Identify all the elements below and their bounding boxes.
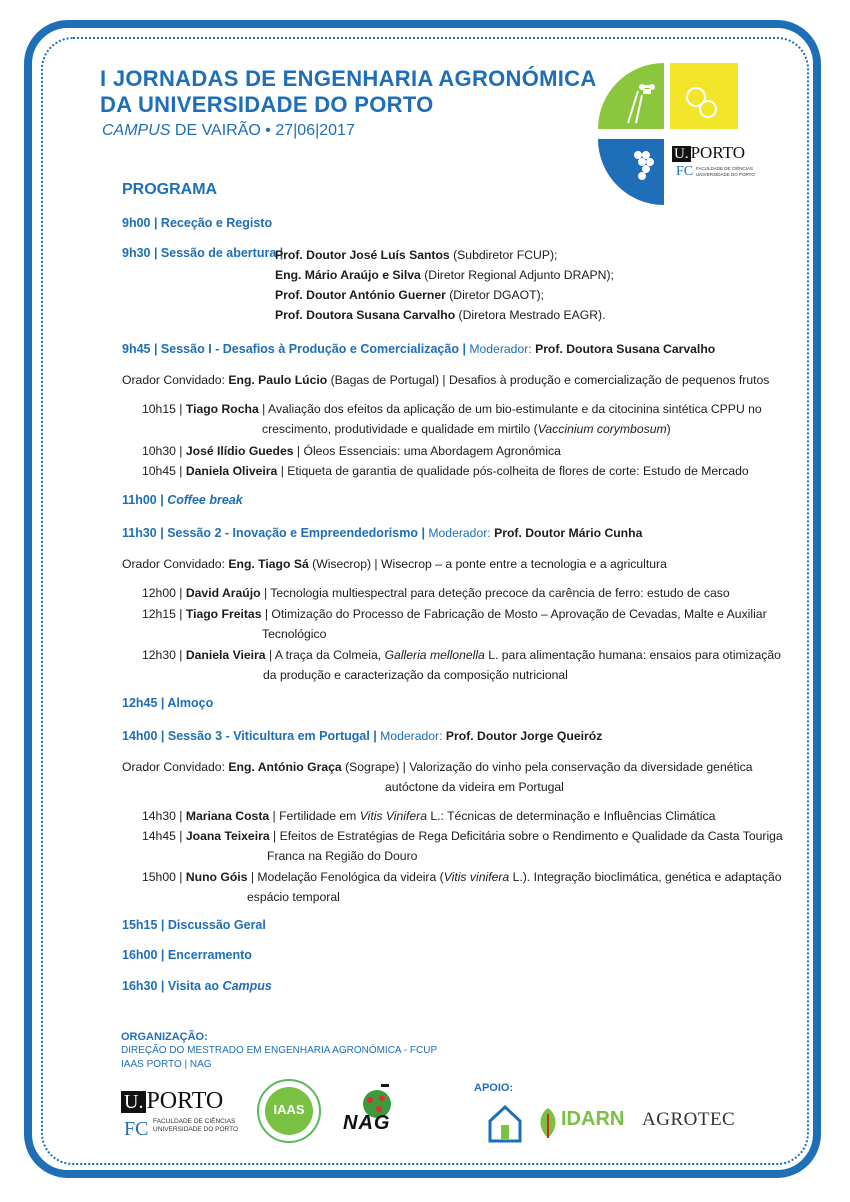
up-logo-header: U. PORTO xyxy=(674,143,745,162)
organizacao-line-2: IAAS PORTO | NAG xyxy=(121,1059,212,1070)
s2-talk-1: 12h00 | David Araújo | Tecnologia multiespectral para deteção precoce da carência de ferro: estudo de caso xyxy=(142,586,730,600)
idarn-logo-text: IDARN xyxy=(561,1108,625,1130)
slot-discussao: 15h15 | Discussão Geral xyxy=(122,918,266,932)
abertura-speaker: Prof. Doutor António Guerner (Diretor DGAOT); xyxy=(275,288,545,302)
programa-heading: PROGRAMA xyxy=(122,181,218,198)
iaas-logo-text: IAAS xyxy=(273,1102,305,1117)
up-logo-footer: U. PORTO xyxy=(121,1088,223,1115)
agrotec-logo: AGROTEC xyxy=(642,1109,736,1130)
s3-talk-3: 15h00 | Nuno Góis | Modelação Fenológica da videira (Vitis vinifera L.). Integração bioclimática, genética e adaptação xyxy=(142,870,782,884)
abertura-speakers xyxy=(275,245,614,325)
organizacao-line-1: DIREÇÃO DO MESTRADO EM ENGENHARIA AGRONÓMICA - FCUP xyxy=(121,1045,438,1056)
nag-logo xyxy=(337,1082,417,1138)
organizacao-heading: ORGANIZAÇÃO: xyxy=(121,1031,208,1043)
faculty-label-header: FACULDADE DE CIÊNCIAS UNIVERSIDADE DO PORTO xyxy=(696,166,755,177)
slot-coffee: 11h00 | Coffee break xyxy=(122,493,243,507)
iaas-logo xyxy=(256,1078,322,1144)
s3-talk-3-cont: espácio temporal xyxy=(247,890,340,904)
event-subtitle: CAMPUS DE VAIRÃO • 27|06|2017 xyxy=(102,122,355,139)
apoio-house-logo xyxy=(487,1103,523,1143)
s2-orador: Orador Convidado: Eng. Tiago Sá (Wisecrop) | Wisecrop – a ponte entre a tecnologia e a agricultura xyxy=(122,557,667,571)
slot-sessao-3: 14h00 | Sessão 3 - Viticultura em Portugal | Moderador: Prof. Doutor Jorge Queiróz xyxy=(122,729,603,743)
idarn-leaf-icon xyxy=(535,1106,561,1140)
idarn-logo xyxy=(535,1106,633,1142)
s2-talk-2: 12h15 | Tiago Freitas | Otimização do Processo de Fabricação de Mosto – Aprovação de Cevadas, Malte e Auxiliar xyxy=(142,607,767,621)
s2-talk-2-cont: Tecnológico xyxy=(262,627,327,641)
s3-orador: Orador Convidado: Eng. António Graça (Sogrape) | Valorização do vinho pela conservação da diversidade genética xyxy=(122,760,753,774)
slot-rececao: 9h00 | Receção e Registo xyxy=(122,216,273,230)
s1-orador: Orador Convidado: Eng. Paulo Lúcio (Bagas de Portugal) | Desafios à produção e comercialização de pequenos frutos xyxy=(122,373,770,387)
abertura-speaker: Prof. Doutora Susana Carvalho (Diretora Mestrado EAGR). xyxy=(275,308,606,322)
house-icon xyxy=(487,1103,523,1143)
s1-talk-3: 10h45 | Daniela Oliveira | Etiqueta de garantia de qualidade pós-colheita de flores de corte: Estudo de Mercado xyxy=(142,464,749,478)
s3-talk-2-cont: Franca na Região do Douro xyxy=(267,849,418,863)
slot-abertura: 9h30 | Sessão de abertura | xyxy=(122,246,284,260)
slot-sessao-2: 11h30 | Sessão 2 - Inovação e Empreendedorismo | Moderador: Prof. Doutor Mário Cunha xyxy=(122,526,643,540)
s1-talk-2: 10h30 | José Ilídio Guedes | Óleos Essenciais: uma Abordagem Agronómica xyxy=(142,444,561,458)
slot-sessao-1: 9h45 | Sessão I - Desafios à Produção e Comercialização | Moderador: Prof. Doutora Susana Carvalho xyxy=(122,342,716,356)
abertura-speaker: Prof. Doutor José Luís Santos (Subdiretor FCUP); xyxy=(275,248,558,262)
faculty-label-footer: FACULDADE DE CIÊNCIAS UNIVERSIDADE DO PORTO xyxy=(153,1118,238,1133)
fc-logo-header: FC xyxy=(676,164,694,179)
jornadas-logo-graphic xyxy=(598,63,748,213)
s1-talk-1-cont: crescimento, produtividade e qualidade em mirtilo (Vaccinium corymbosum) xyxy=(262,422,671,436)
s3-talk-1: 14h30 | Mariana Costa | Fertilidade em Vitis Vinifera L.: Técnicas de determinação e Influências Climática xyxy=(142,809,716,823)
slot-visita: 16h30 | Visita ao Campus xyxy=(122,979,272,993)
s3-talk-2: 14h45 | Joana Teixeira | Efeitos de Estratégias de Rega Deficitária sobre o Rendimento e Qualidade da Casta Touriga xyxy=(142,829,783,843)
abertura-speaker: Eng. Mário Araújo e Silva (Diretor Regional Adjunto DRAPN); xyxy=(275,268,614,282)
s2-talk-3: 12h30 | Daniela Vieira | A traça da Colmeia, Galleria mellonella L. para alimentação humana: ensaios para otimização xyxy=(142,648,781,662)
fc-logo-footer: FC xyxy=(124,1118,149,1140)
jornadas-logo xyxy=(598,63,755,213)
slot-almoco: 12h45 | Almoço xyxy=(122,696,214,710)
s3-orador-cont: autóctone da videira em Portugal xyxy=(385,780,564,794)
event-title: I JORNADAS DE ENGENHARIA AGRONÓMICA DA UNIVERSIDADE DO PORTO xyxy=(100,66,597,117)
nag-logo-text: NAG xyxy=(343,1112,391,1134)
slot-encerramento: 16h00 | Encerramento xyxy=(122,948,252,962)
s1-talk-1: 10h15 | Tiago Rocha | Avaliação dos efeitos da aplicação de um bio-estimulante e da citocinina sintética CPPU no xyxy=(142,402,762,416)
s2-talk-3-cont: da produção e caracterização da composição nutricional xyxy=(263,668,568,682)
apoio-heading: APOIO: xyxy=(474,1082,514,1094)
